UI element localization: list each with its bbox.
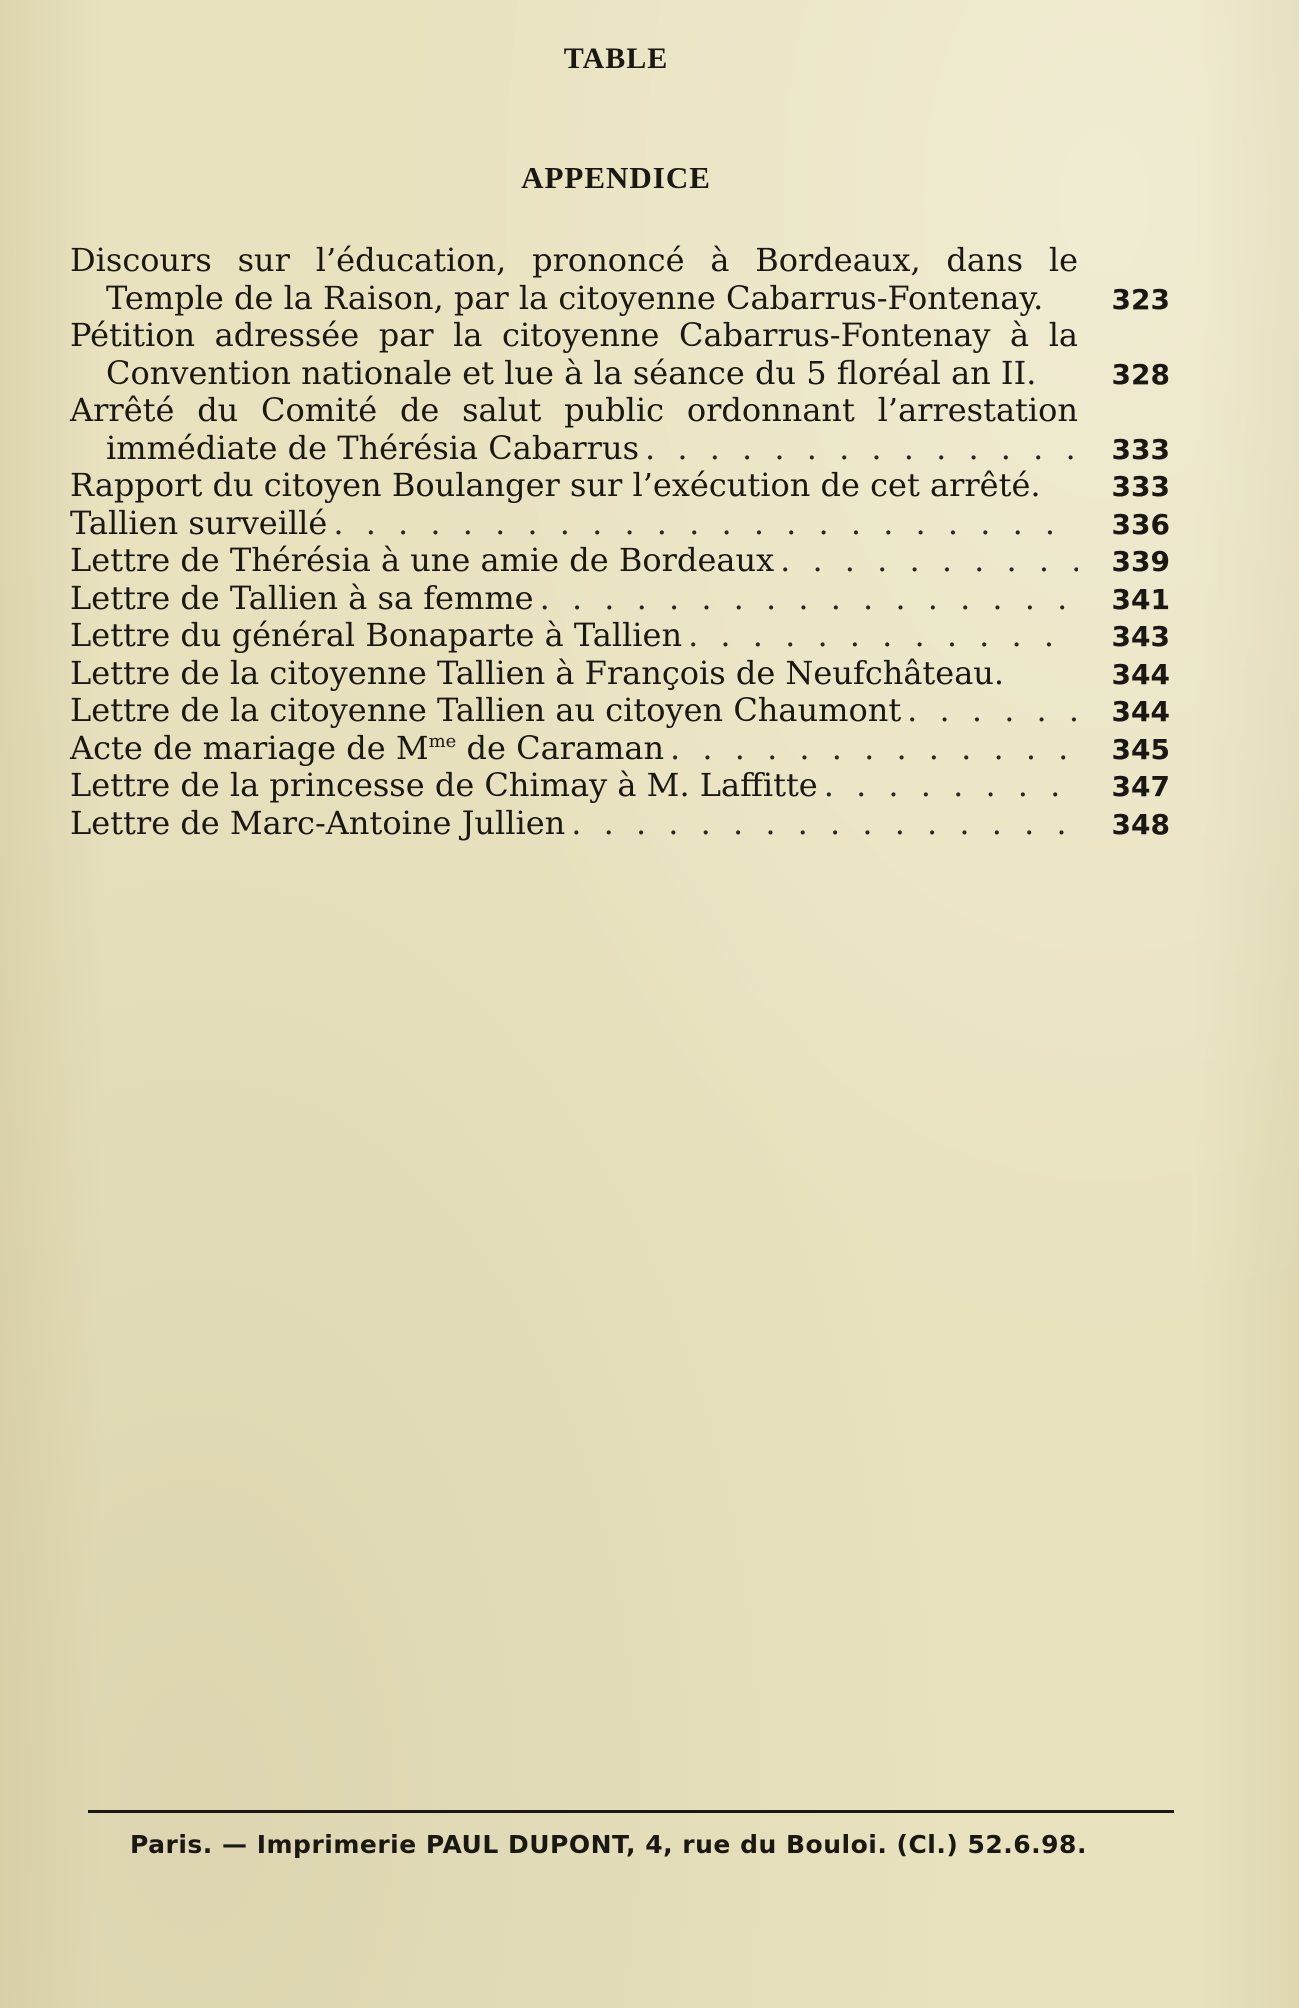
toc-entry — [70, 317, 1170, 392]
running-head: TABLE — [563, 42, 669, 75]
dot-leader — [780, 542, 1078, 580]
toc-page-number: 344 — [1111, 657, 1170, 691]
footer-rule — [88, 1810, 1174, 1813]
toc-page-number: 339 — [1111, 545, 1170, 578]
toc-entry — [70, 542, 1170, 580]
toc-page-number: 347 — [1111, 770, 1170, 803]
toc-entry-title: Convention nationale et lue à la séance du 5 floréal an II. — [106, 353, 1037, 392]
toc-entry-title: Lettre de Thérésia à une amie de Bordeaux — [70, 541, 775, 579]
toc-page-number: 328 — [1111, 357, 1170, 391]
toc-entry-title: Rapport du citoyen Boulanger sur l’exécution de cet arrêté. — [70, 466, 1041, 504]
printer-imprint: Paris. — Imprimerie PAUL DUPONT, 4, rue du Bouloi. (Cl.) 52.6.98. — [130, 1830, 1087, 1859]
toc-entry — [70, 392, 1170, 467]
toc-entry — [70, 617, 1170, 655]
toc-entry-title: Acte de mariage de $M^{me}$ de Caraman — [70, 728, 665, 767]
toc-entry — [70, 655, 1170, 693]
toc-entry — [70, 692, 1170, 730]
toc-entry-title: Lettre de la citoyenne Tallien à François de Neufchâteau. — [70, 653, 1005, 692]
toc-entry-title: Tallien surveillé — [70, 503, 328, 542]
toc-entry — [70, 242, 1170, 317]
toc-page-number: 336 — [1111, 507, 1170, 541]
dot-leader — [907, 692, 1078, 730]
dot-leader — [645, 430, 1078, 468]
toc-entry — [70, 805, 1170, 843]
dot-leader — [333, 505, 1078, 543]
dot-leader — [571, 805, 1078, 843]
toc-entry — [70, 767, 1170, 805]
toc-entry — [70, 730, 1170, 768]
toc-entry-title: Lettre de Marc-Antoine Jullien — [70, 803, 566, 842]
dot-leader — [688, 617, 1078, 655]
section-title: APPENDICE — [521, 160, 711, 195]
toc-page-number: 344 — [1111, 695, 1170, 728]
toc-page-number: 345 — [1111, 732, 1170, 766]
toc-entry-title: Lettre de la princesse de Chimay à M. Laffitte — [70, 766, 818, 804]
dot-leader — [824, 767, 1078, 805]
toc-entry-title: Lettre de la citoyenne Tallien au citoyen Chaumont — [70, 691, 902, 729]
dot-leader — [670, 730, 1078, 768]
toc-page-number: 333 — [1111, 432, 1170, 466]
toc-entry-title: Pétition adressée par la citoyenne Cabarrus-Fontenay à la — [70, 316, 1078, 354]
toc-entry — [70, 467, 1170, 505]
toc-entry-title: Discours sur l’éducation, prononcé à Bordeaux, dans le — [70, 241, 1078, 279]
toc-entry-title: Lettre du général Bonaparte à Tallien — [70, 616, 683, 654]
toc-page-number: 333 — [1111, 470, 1170, 503]
toc-page-number: 323 — [1111, 282, 1170, 316]
superscript-abbreviation: me — [428, 730, 457, 752]
toc-entry — [70, 580, 1170, 618]
toc-entry-title: immédiate de Thérésia Cabarrus — [106, 428, 639, 467]
table-of-contents — [70, 242, 1170, 842]
toc-page-number: 341 — [1111, 582, 1170, 616]
toc-entry-title: Arrêté du Comité de salut public ordonnant l’arrestation — [70, 391, 1078, 429]
toc-entry — [70, 505, 1170, 543]
toc-page-number: 348 — [1111, 807, 1170, 841]
toc-entry-title: Lettre de Tallien à sa femme — [70, 578, 534, 617]
toc-entry-title: Temple de la Raison, par la citoyenne Cabarrus-Fontenay. — [106, 278, 1044, 317]
dot-leader — [540, 580, 1078, 618]
toc-page-number: 343 — [1111, 620, 1170, 653]
